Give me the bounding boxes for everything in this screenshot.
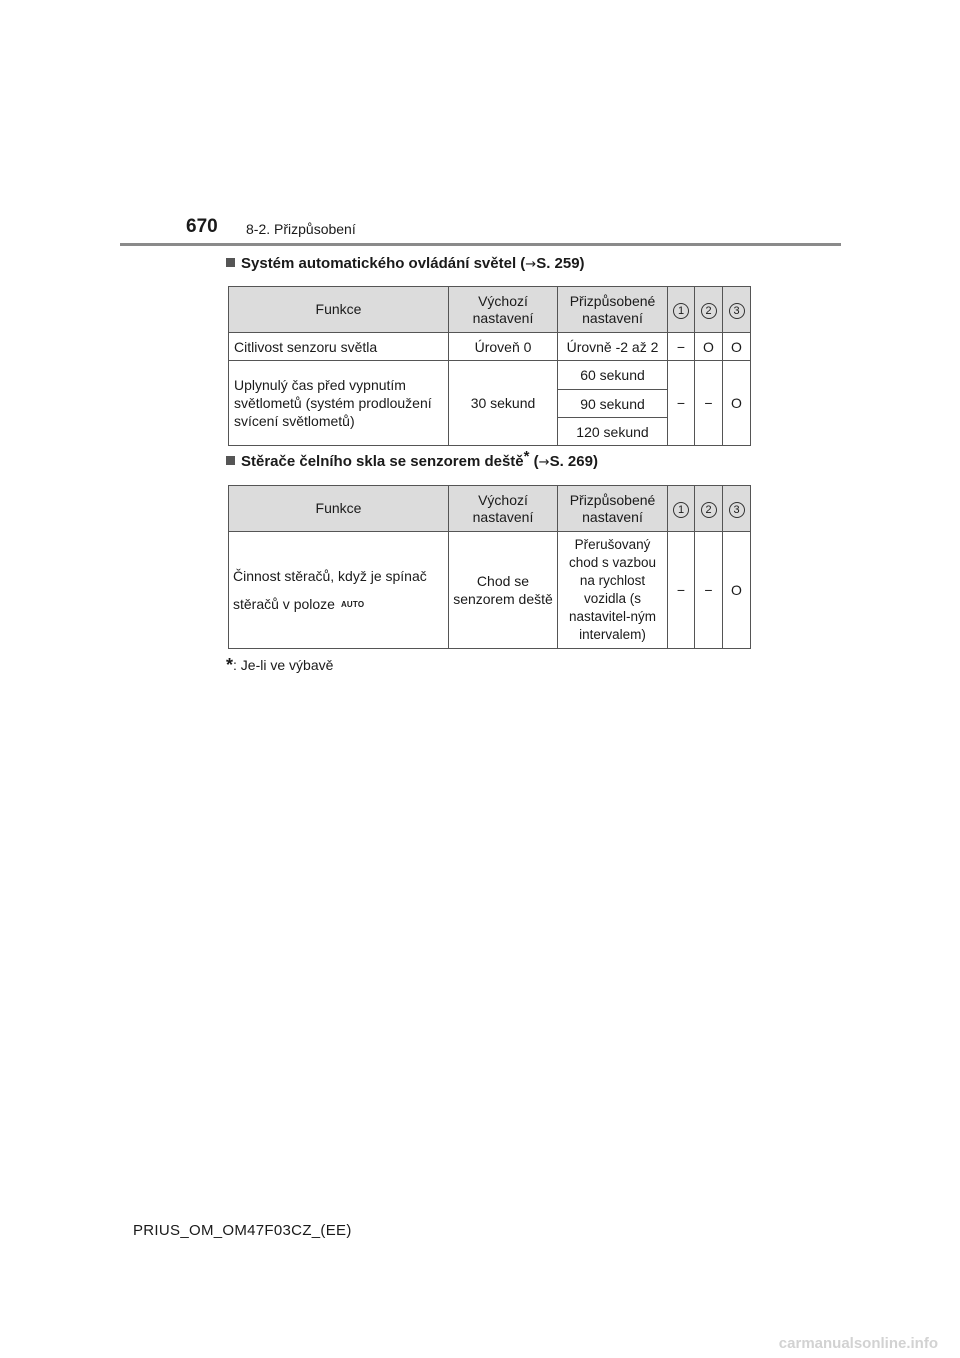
square-bullet-icon — [226, 258, 235, 267]
watermark: carmanualsonline.info — [778, 1335, 938, 1352]
table-row — [229, 532, 751, 649]
header-col-2 — [695, 287, 723, 333]
circled-2-icon: 2 — [701, 303, 717, 319]
auto-position-icon: AUTO — [340, 600, 365, 609]
cell-custom: 120 sekund — [558, 418, 668, 446]
cell-function — [229, 532, 449, 649]
section-heading-wipers: Stěrače čelního skla se senzorem deště* (→S. 269) — [226, 453, 598, 470]
cell-default: Úroveň 0 — [449, 333, 558, 361]
cell-col-3: O — [723, 532, 751, 649]
lights-settings-table — [228, 286, 751, 446]
header-default: Výchozí nastavení — [449, 287, 558, 333]
circled-1-icon: 1 — [673, 303, 689, 319]
header-col-1 — [668, 287, 695, 333]
function-line-1: Činnost stěračů, když je spínač — [233, 568, 427, 584]
cell-default: Chod se senzorem deště — [449, 532, 558, 649]
table-header-row — [229, 486, 751, 532]
header-function: Funkce — [229, 486, 449, 532]
cell-col-3: O — [723, 333, 751, 361]
header-custom: Přizpůsobené nastavení — [558, 486, 668, 532]
cell-col-2: − — [695, 361, 723, 446]
function-line-2: stěračů v poloze AUTO — [233, 596, 365, 612]
footnote-star: * — [226, 655, 234, 675]
cell-function: Citlivost senzoru světla — [229, 333, 449, 361]
cell-col-1: − — [668, 361, 695, 446]
cell-custom: Přerušovaný chod s vazbou na rychlost vozidla (s nastavitel-ným intervalem) — [558, 532, 668, 649]
cell-col-1: − — [668, 532, 695, 649]
arrow-right-icon: → — [525, 257, 537, 272]
cell-function: Uplynulý čas před vypnutím světlometů (systém prodloužení svícení světlometů) — [229, 361, 449, 446]
cell-col-2: − — [695, 532, 723, 649]
page-number: 670 — [186, 216, 218, 237]
circled-3-icon: 3 — [729, 502, 745, 518]
table-row — [229, 333, 751, 361]
section-heading-lights: Systém automatického ovládání světel (→S. 259) — [226, 255, 585, 272]
header-custom: Přizpůsobené nastavení — [558, 287, 668, 333]
section-label: 8-2. Přizpůsobení — [246, 221, 356, 237]
header-col-3 — [723, 287, 751, 333]
table-row — [229, 361, 751, 390]
square-bullet-icon — [226, 456, 235, 465]
cell-col-3: O — [723, 361, 751, 446]
footnote: *: Je-li ve výbavě — [226, 655, 334, 675]
footnote-star: * — [523, 448, 530, 465]
table-header-row — [229, 287, 751, 333]
cell-custom: 60 sekund — [558, 361, 668, 390]
arrow-right-icon: → — [538, 455, 550, 470]
header-col-2 — [695, 486, 723, 532]
circled-2-icon: 2 — [701, 502, 717, 518]
header-col-3 — [723, 486, 751, 532]
cell-default: 30 sekund — [449, 361, 558, 446]
circled-3-icon: 3 — [729, 303, 745, 319]
header-col-1 — [668, 486, 695, 532]
cell-custom: 90 sekund — [558, 390, 668, 418]
document-code: PRIUS_OM_OM47F03CZ_(EE) — [133, 1222, 352, 1239]
header-function: Funkce — [229, 287, 449, 333]
header-default: Výchozí nastavení — [449, 486, 558, 532]
cell-col-2: O — [695, 333, 723, 361]
cell-col-1: − — [668, 333, 695, 361]
wipers-settings-table — [228, 485, 751, 649]
circled-1-icon: 1 — [673, 502, 689, 518]
cell-custom: Úrovně -2 až 2 — [558, 333, 668, 361]
header-divider — [120, 243, 841, 246]
